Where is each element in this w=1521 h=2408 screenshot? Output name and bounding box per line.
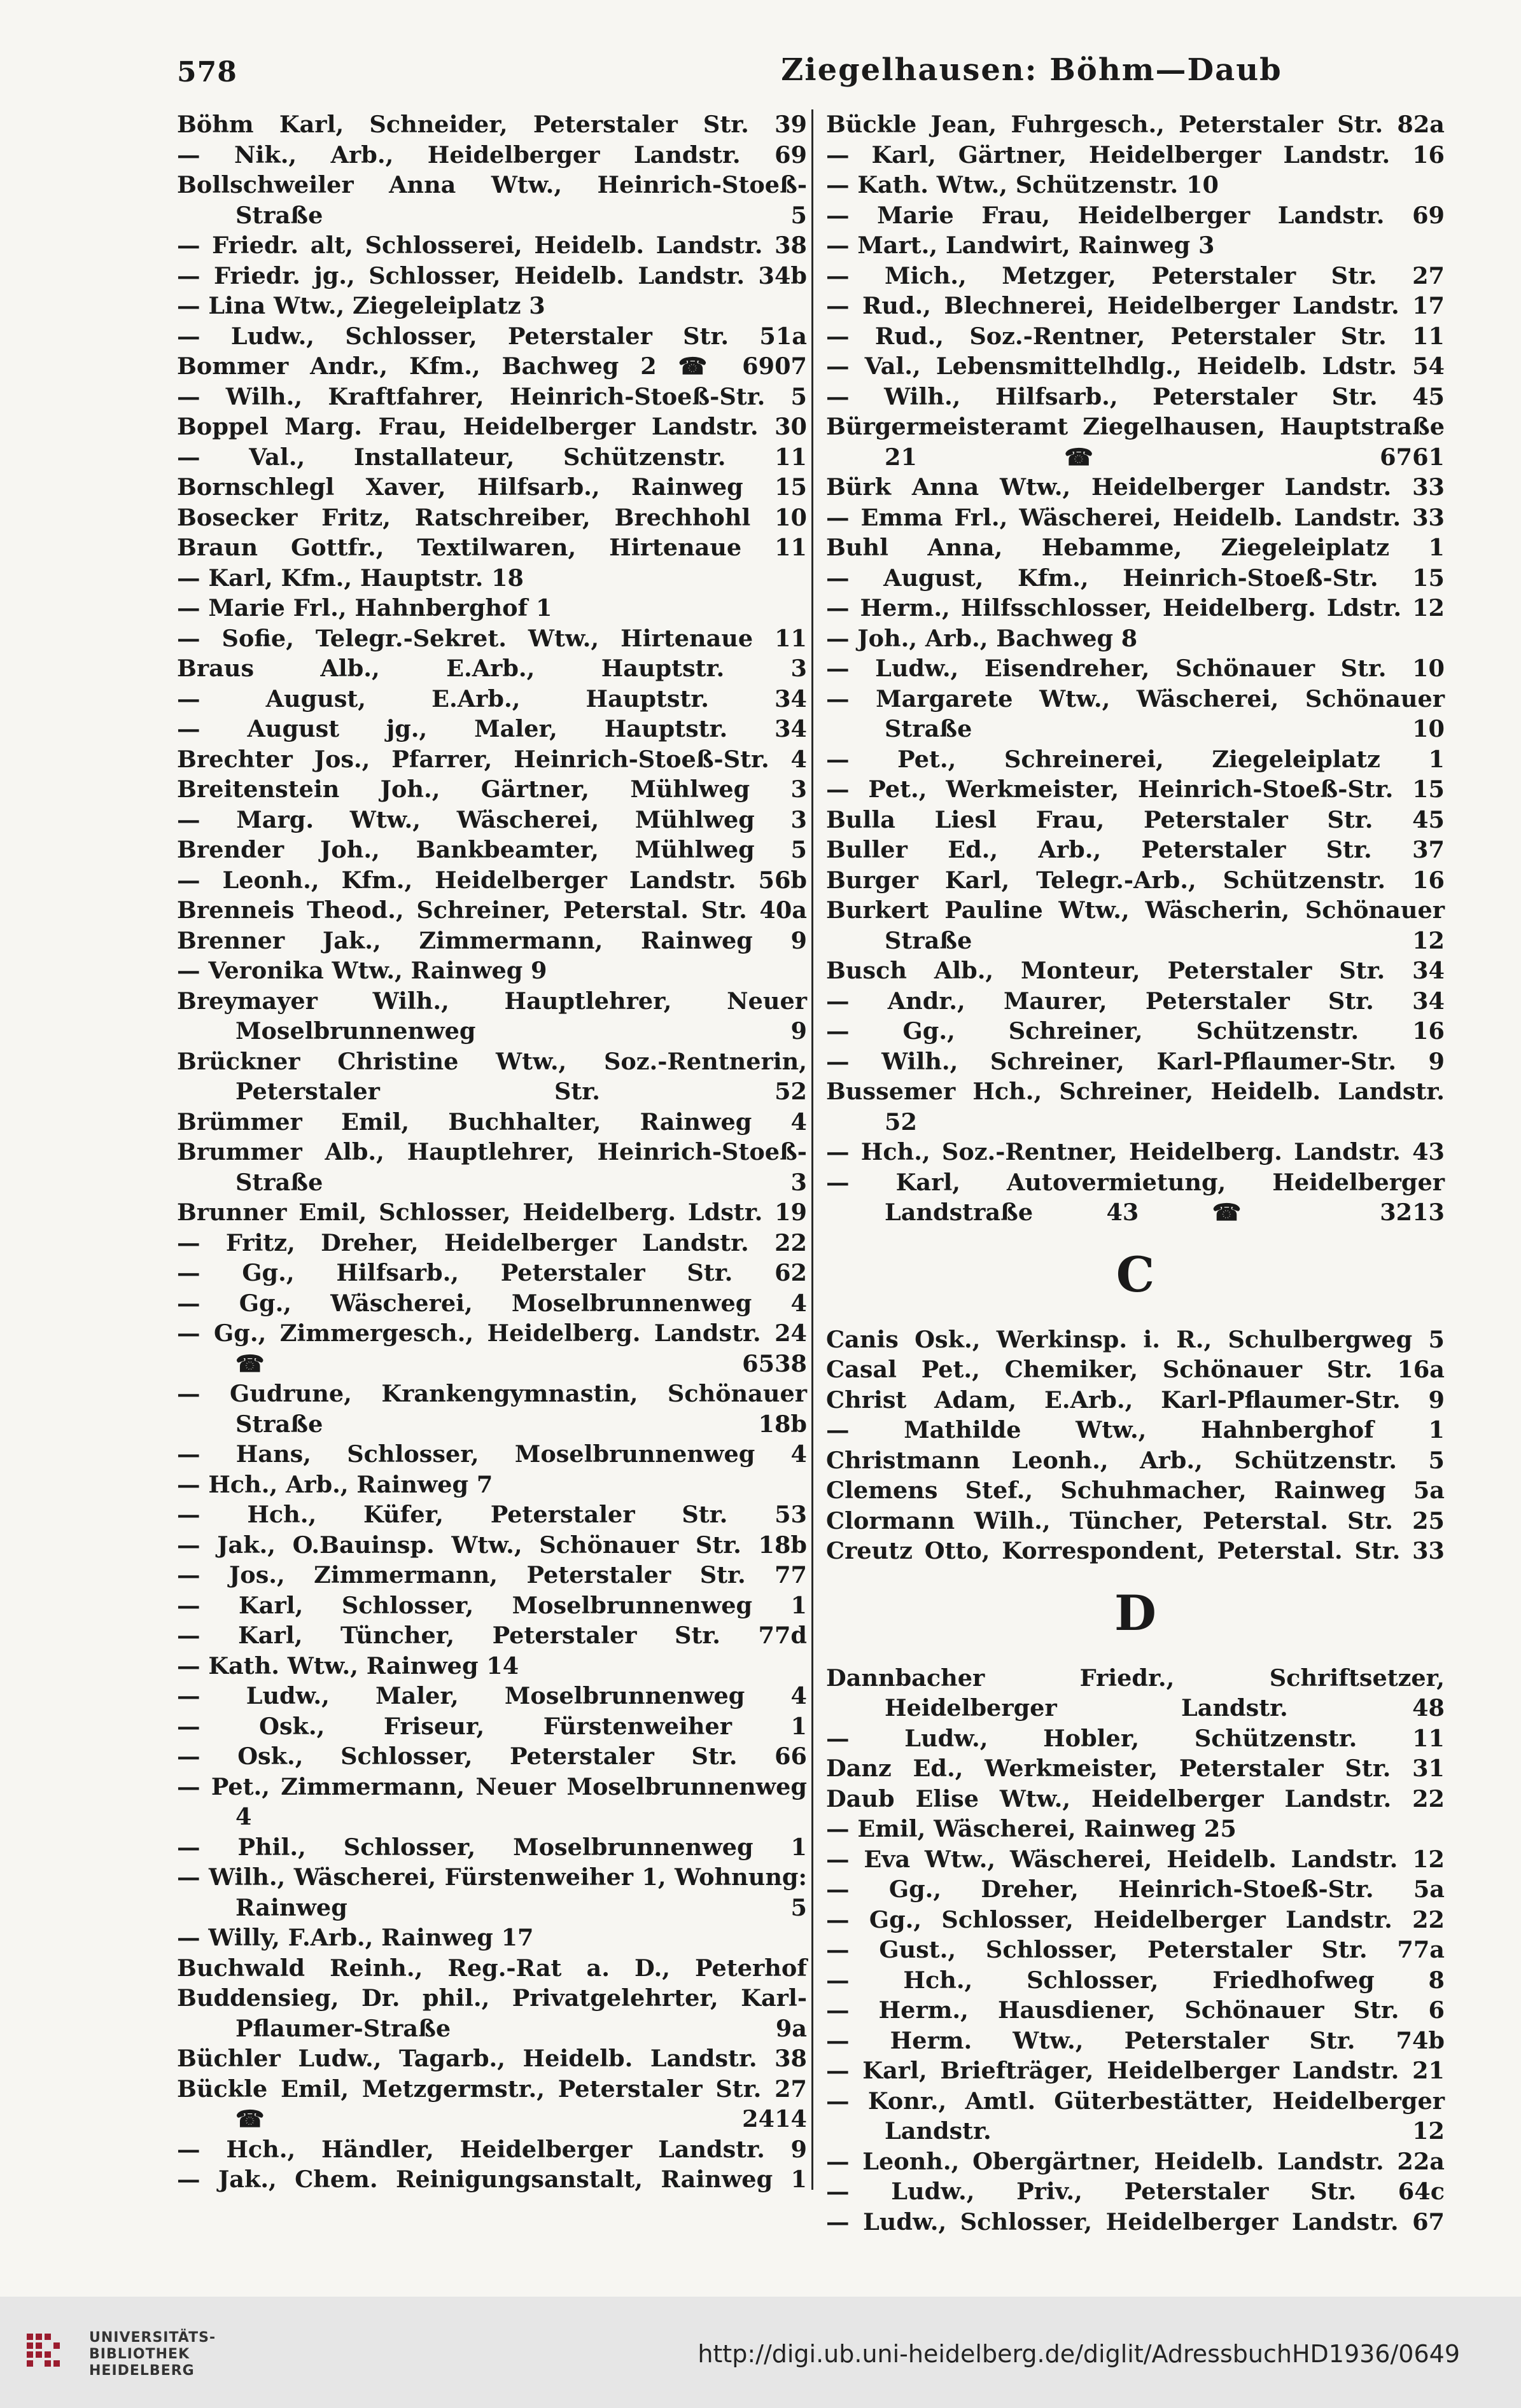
directory-entry: — Gg., Dreher, Heinrich-Stoeß-Str. 5a xyxy=(826,1876,1445,1903)
source-url-link[interactable]: http://digi.ub.uni-heidelberg.de/diglit/AdressbuchHD1936/0649 xyxy=(697,2340,1460,2368)
directory-entry: — Willy, F.Arb., Rainweg 17 xyxy=(177,1924,534,1951)
directory-entry: — Herm. Wtw., Peterstaler Str. 74b xyxy=(826,2026,1445,2054)
directory-entry: — Friedr. alt, Schlosserei, Heidelb. Landstr. 38 xyxy=(177,232,807,259)
section-letter-c: C xyxy=(1116,1246,1155,1303)
right-d-entries xyxy=(826,1663,1445,2237)
directory-entry: Brender Joh., Bankbeamter, Mühlweg 5 xyxy=(177,836,807,863)
directory-entry: Bückle Jean, Fuhrgesch., Peterstaler Str. 82a xyxy=(826,111,1445,138)
directory-entry: Burger Karl, Telegr.-Arb., Schützenstr. 16 xyxy=(826,866,1445,894)
directory-entry: — Osk., Schlosser, Peterstaler Str. 66 xyxy=(177,1743,807,1770)
directory-entry: — Leonh., Obergärtner, Heidelb. Landstr. 22a xyxy=(826,2147,1445,2175)
directory-entry: — Marg. Wtw., Wäscherei, Mühlweg 3 xyxy=(177,805,807,833)
directory-entry: — Hch., Händler, Heidelberger Landstr. 9 xyxy=(177,2135,807,2163)
directory-entry: Böhm Karl, Schneider, Peterstaler Str. 39 xyxy=(177,111,807,138)
footer-bar xyxy=(0,2297,1521,2408)
directory-entry: — Karl, Kfm., Hauptstr. 18 xyxy=(177,564,524,592)
directory-entry: — Mich., Metzger, Peterstaler Str. 27 xyxy=(826,261,1445,289)
directory-entry: Clemens Stef., Schuhmacher, Rainweg 5a xyxy=(826,1477,1445,1504)
directory-entry: — Wilh., Schreiner, Karl-Pflaumer-Str. 9 xyxy=(826,1047,1445,1075)
directory-entry: — Pet., Schreinerei, Ziegeleiplatz 1 xyxy=(826,745,1445,773)
directory-entry: — Hch., Schlosser, Friedhofweg 8 xyxy=(826,1966,1445,1994)
directory-entry: — Jos., Zimmermann, Peterstaler Str. 77 xyxy=(177,1561,807,1589)
directory-entry: Buhl Anna, Hebamme, Ziegeleiplatz 1 xyxy=(826,534,1445,561)
directory-entry: Brenneis Theod., Schreiner, Peterstal. Str. 40a xyxy=(177,896,807,924)
directory-entry: — Joh., Arb., Bachweg 8 xyxy=(826,624,1138,652)
directory-entry: — Sofie, Telegr.-Sekret. Wtw., Hirtenaue 11 xyxy=(177,624,807,652)
directory-entry: — Gg., Schreiner, Schützenstr. 16 xyxy=(826,1017,1445,1045)
directory-entry: — Marie Frl., Hahnberghof 1 xyxy=(177,594,552,622)
directory-entry: Burkert Pauline Wtw., Wäscherin, Schönauer Straße 12 xyxy=(826,896,1445,954)
directory-entry: — Karl, Autovermietung, Heidelberger Landstraße 43 ☎ 3213 xyxy=(826,1168,1445,1226)
directory-entry: Bückle Emil, Metzgermstr., Peterstaler Str. 27 ☎ 2414 xyxy=(177,2075,807,2133)
directory-entry: — Ludw., Maler, Moselbrunnenweg 4 xyxy=(177,1682,807,1709)
directory-entry: — Karl, Gärtner, Heidelberger Landstr. 16 xyxy=(826,141,1445,169)
directory-entry: Daub Elise Wtw., Heidelberger Landstr. 22 xyxy=(826,1785,1445,1813)
directory-entry: Bommer Andr., Kfm., Bachweg 2 ☎ 6907 xyxy=(177,352,807,380)
directory-entry: — Karl, Briefträger, Heidelberger Landstr. 21 xyxy=(826,2057,1445,2084)
directory-entry: Braun Gottfr., Textilwaren, Hirtenaue 11 xyxy=(177,534,807,561)
directory-entry: Bussemer Hch., Schreiner, Heidelb. Landstr. 52 xyxy=(826,1078,1445,1136)
directory-entry: — Rud., Soz.-Rentner, Peterstaler Str. 11 xyxy=(826,322,1445,350)
directory-entry: Braus Alb., E.Arb., Hauptstr. 3 xyxy=(177,655,807,682)
directory-entry: — Konr., Amtl. Güterbestätter, Heidelberger Landstr. 12 xyxy=(826,2087,1445,2145)
directory-entry: — Pet., Werkmeister, Heinrich-Stoeß-Str. 15 xyxy=(826,776,1445,803)
directory-entry: Breymayer Wilh., Hauptlehrer, Neuer Moselbrunnenweg 9 xyxy=(177,987,807,1045)
directory-entry: — Ludw., Priv., Peterstaler Str. 64c xyxy=(826,2178,1445,2205)
directory-entry: — Val., Lebensmittelhdlg., Heidelb. Ldstr. 54 xyxy=(826,352,1445,380)
directory-entry: Christ Adam, E.Arb., Karl-Pflaumer-Str. 9 xyxy=(826,1386,1445,1414)
directory-entry: Clormann Wilh., Tüncher, Peterstal. Str. 25 xyxy=(826,1507,1445,1535)
directory-entry: Boppel Marg. Frau, Heidelberger Landstr. 30 xyxy=(177,413,807,440)
directory-entry: Creutz Otto, Korrespondent, Peterstal. Str. 33 xyxy=(826,1537,1445,1564)
directory-entry: — Hch., Soz.-Rentner, Heidelberg. Landstr. 43 xyxy=(826,1138,1445,1166)
directory-entry: Buddensieg, Dr. phil., Privatgelehrter, Karl-Pflaumer-Straße 9a xyxy=(177,1984,807,2042)
directory-entry: — Mathilde Wtw., Hahnberghof 1 xyxy=(826,1416,1445,1444)
column-divider xyxy=(811,109,813,2190)
directory-entry: — Wilh., Wäscherei, Fürstenweiher 1, Wohnung: Rainweg 5 xyxy=(177,1863,807,1921)
directory-entry: Brümmer Emil, Buchhalter, Rainweg 4 xyxy=(177,1108,807,1136)
directory-entry: — Kath. Wtw., Schützenstr. 10 xyxy=(826,171,1219,198)
page-number: 578 xyxy=(177,56,237,88)
directory-entry: Brummer Alb., Hauptlehrer, Heinrich-Stoeß-Straße 3 xyxy=(177,1138,807,1196)
directory-entry: Dannbacher Friedr., Schriftsetzer, Heidelberger Landstr. 48 xyxy=(826,1664,1445,1722)
directory-entry: — Wilh., Kraftfahrer, Heinrich-Stoeß-Str. 5 xyxy=(177,382,807,410)
directory-entry: — Ludw., Eisendreher, Schönauer Str. 10 xyxy=(826,655,1445,682)
directory-entry: — Mart., Landwirt, Rainweg 3 xyxy=(826,232,1215,259)
directory-entry: Danz Ed., Werkmeister, Peterstaler Str. 31 xyxy=(826,1755,1445,1782)
directory-entry: Casal Pet., Chemiker, Schönauer Str. 16a xyxy=(826,1356,1445,1383)
directory-entry: — Friedr. jg., Schlosser, Heidelb. Landstr. 34b xyxy=(177,261,807,289)
directory-entry: — Ludw., Schlosser, Peterstaler Str. 51a xyxy=(177,322,807,350)
directory-entry: Bürgermeisteramt Ziegelhausen, Hauptstraße 21 ☎ 6761 xyxy=(826,413,1445,471)
directory-entry: — Gudrune, Krankengymnastin, Schönauer Straße 18b xyxy=(177,1380,807,1438)
library-name-line1: UNIVERSITÄTS- xyxy=(89,2330,216,2346)
directory-entry: — August, E.Arb., Hauptstr. 34 xyxy=(177,685,807,713)
directory-entry: — Wilh., Hilfsarb., Peterstaler Str. 45 xyxy=(826,382,1445,410)
directory-entry: — Ludw., Hobler, Schützenstr. 11 xyxy=(826,1724,1445,1752)
directory-entry: — Andr., Maurer, Peterstaler Str. 34 xyxy=(826,987,1445,1015)
directory-entry: — Phil., Schlosser, Moselbrunnenweg 1 xyxy=(177,1833,807,1861)
directory-entry: — Ludw., Schlosser, Heidelberger Landstr. 67 xyxy=(826,2208,1445,2236)
right-b-entries xyxy=(826,109,1445,1228)
directory-entry: Bulla Liesl Frau, Peterstaler Str. 45 xyxy=(826,805,1445,833)
directory-entry: — Gust., Schlosser, Peterstaler Str. 77a xyxy=(826,1936,1445,1963)
directory-entry: Bollschweiler Anna Wtw., Heinrich-Stoeß-Straße 5 xyxy=(177,171,807,229)
directory-entry: Breitenstein Joh., Gärtner, Mühlweg 3 xyxy=(177,776,807,803)
directory-entry: Busch Alb., Monteur, Peterstaler Str. 34 xyxy=(826,957,1445,984)
university-library-logo-icon xyxy=(24,2328,75,2379)
directory-entry: — Margarete Wtw., Wäscherei, Schönauer Straße 10 xyxy=(826,685,1445,742)
directory-entry: — August, Kfm., Heinrich-Stoeß-Str. 15 xyxy=(826,564,1445,592)
directory-entry: — Emil, Wäscherei, Rainweg 25 xyxy=(826,1815,1237,1842)
directory-entry: — Marie Frau, Heidelberger Landstr. 69 xyxy=(826,201,1445,229)
directory-entry: — Val., Installateur, Schützenstr. 11 xyxy=(177,443,807,471)
directory-entry: — Jak., Chem. Reinigungsanstalt, Rainweg 1 xyxy=(177,2166,807,2193)
library-name xyxy=(89,2330,216,2379)
directory-entry: Brenner Jak., Zimmermann, Rainweg 9 xyxy=(177,926,807,954)
directory-entry: — Jak., O.Bauinsp. Wtw., Schönauer Str. 18b xyxy=(177,1531,807,1559)
directory-entry: Bornschlegl Xaver, Hilfsarb., Rainweg 15 xyxy=(177,473,807,501)
directory-entry: Brunner Emil, Schlosser, Heidelberg. Ldstr. 19 xyxy=(177,1199,807,1226)
right-c-entries xyxy=(826,1325,1445,1566)
directory-entry: Büchler Ludw., Tagarb., Heidelb. Landstr. 38 xyxy=(177,2045,807,2072)
directory-entry: Christmann Leonh., Arb., Schützenstr. 5 xyxy=(826,1446,1445,1474)
directory-entry: — Herm., Hausdiener, Schönauer Str. 6 xyxy=(826,1996,1445,2024)
page-header xyxy=(177,52,1436,97)
directory-entry: — Gg., Wäscherei, Moselbrunnenweg 4 xyxy=(177,1289,807,1317)
directory-entry: — Gg., Hilfsarb., Peterstaler Str. 62 xyxy=(177,1259,807,1286)
directory-entry: — Veronika Wtw., Rainweg 9 xyxy=(177,957,547,984)
directory-entry: — Karl, Schlosser, Moselbrunnenweg 1 xyxy=(177,1591,807,1619)
directory-entry: Canis Osk., Werkinsp. i. R., Schulbergweg 5 xyxy=(826,1325,1445,1353)
directory-entry: — Pet., Zimmermann, Neuer Moselbrunnenweg 4 xyxy=(177,1772,807,1830)
directory-entry: — Kath. Wtw., Rainweg 14 xyxy=(177,1652,519,1680)
directory-entry: — Eva Wtw., Wäscherei, Heidelb. Landstr. 12 xyxy=(826,1845,1445,1873)
directory-entry: — Leonh., Kfm., Heidelberger Landstr. 56b xyxy=(177,866,807,894)
directory-entry: — Lina Wtw., Ziegeleiplatz 3 xyxy=(177,292,545,319)
directory-entry: — Hans, Schlosser, Moselbrunnenweg 4 xyxy=(177,1440,807,1468)
library-name-line3: HEIDELBERG xyxy=(89,2363,195,2379)
directory-entry: — Nik., Arb., Heidelberger Landstr. 69 xyxy=(177,141,807,169)
directory-entry: — Osk., Friseur, Fürstenweiher 1 xyxy=(177,1712,807,1740)
directory-entry: — Emma Frl., Wäscherei, Heidelb. Landstr. 33 xyxy=(826,503,1445,531)
right-column xyxy=(826,109,1445,2237)
directory-entry: Brückner Christine Wtw., Soz.-Rentnerin, Peterstaler Str. 52 xyxy=(177,1047,807,1105)
section-letter-d: D xyxy=(1114,1584,1156,1641)
directory-entry: — Rud., Blechnerei, Heidelberger Landstr. 17 xyxy=(826,292,1445,319)
directory-entry: — Hch., Arb., Rainweg 7 xyxy=(177,1470,493,1498)
directory-entry: — Gg., Zimmergesch., Heidelberg. Landstr. 24 ☎ 6538 xyxy=(177,1319,807,1377)
directory-entry: — Fritz, Dreher, Heidelberger Landstr. 22 xyxy=(177,1228,807,1256)
directory-entry: Bürk Anna Wtw., Heidelberger Landstr. 33 xyxy=(826,473,1445,501)
directory-entry: Bosecker Fritz, Ratschreiber, Brechhohl 10 xyxy=(177,503,807,531)
library-name-line2: BIBLIOTHEK xyxy=(89,2346,190,2362)
running-title: Ziegelhausen: Böhm—Daub xyxy=(781,52,1282,88)
directory-entry: Buller Ed., Arb., Peterstaler Str. 37 xyxy=(826,836,1445,863)
directory-entry: — Karl, Tüncher, Peterstaler Str. 77d xyxy=(177,1622,807,1649)
directory-entry: Brechter Jos., Pfarrer, Heinrich-Stoeß-Str. 4 xyxy=(177,745,807,773)
directory-entry: — Gg., Schlosser, Heidelberger Landstr. 22 xyxy=(826,1905,1445,1933)
directory-entry: — Herm., Hilfsschlosser, Heidelberg. Ldstr. 12 xyxy=(826,594,1445,622)
left-column xyxy=(177,109,807,2195)
directory-entry: — August jg., Maler, Hauptstr. 34 xyxy=(177,715,807,742)
directory-entry: — Hch., Küfer, Peterstaler Str. 53 xyxy=(177,1501,807,1528)
directory-entry: Buchwald Reinh., Reg.-Rat a. D., Peterhof xyxy=(177,1954,807,1982)
